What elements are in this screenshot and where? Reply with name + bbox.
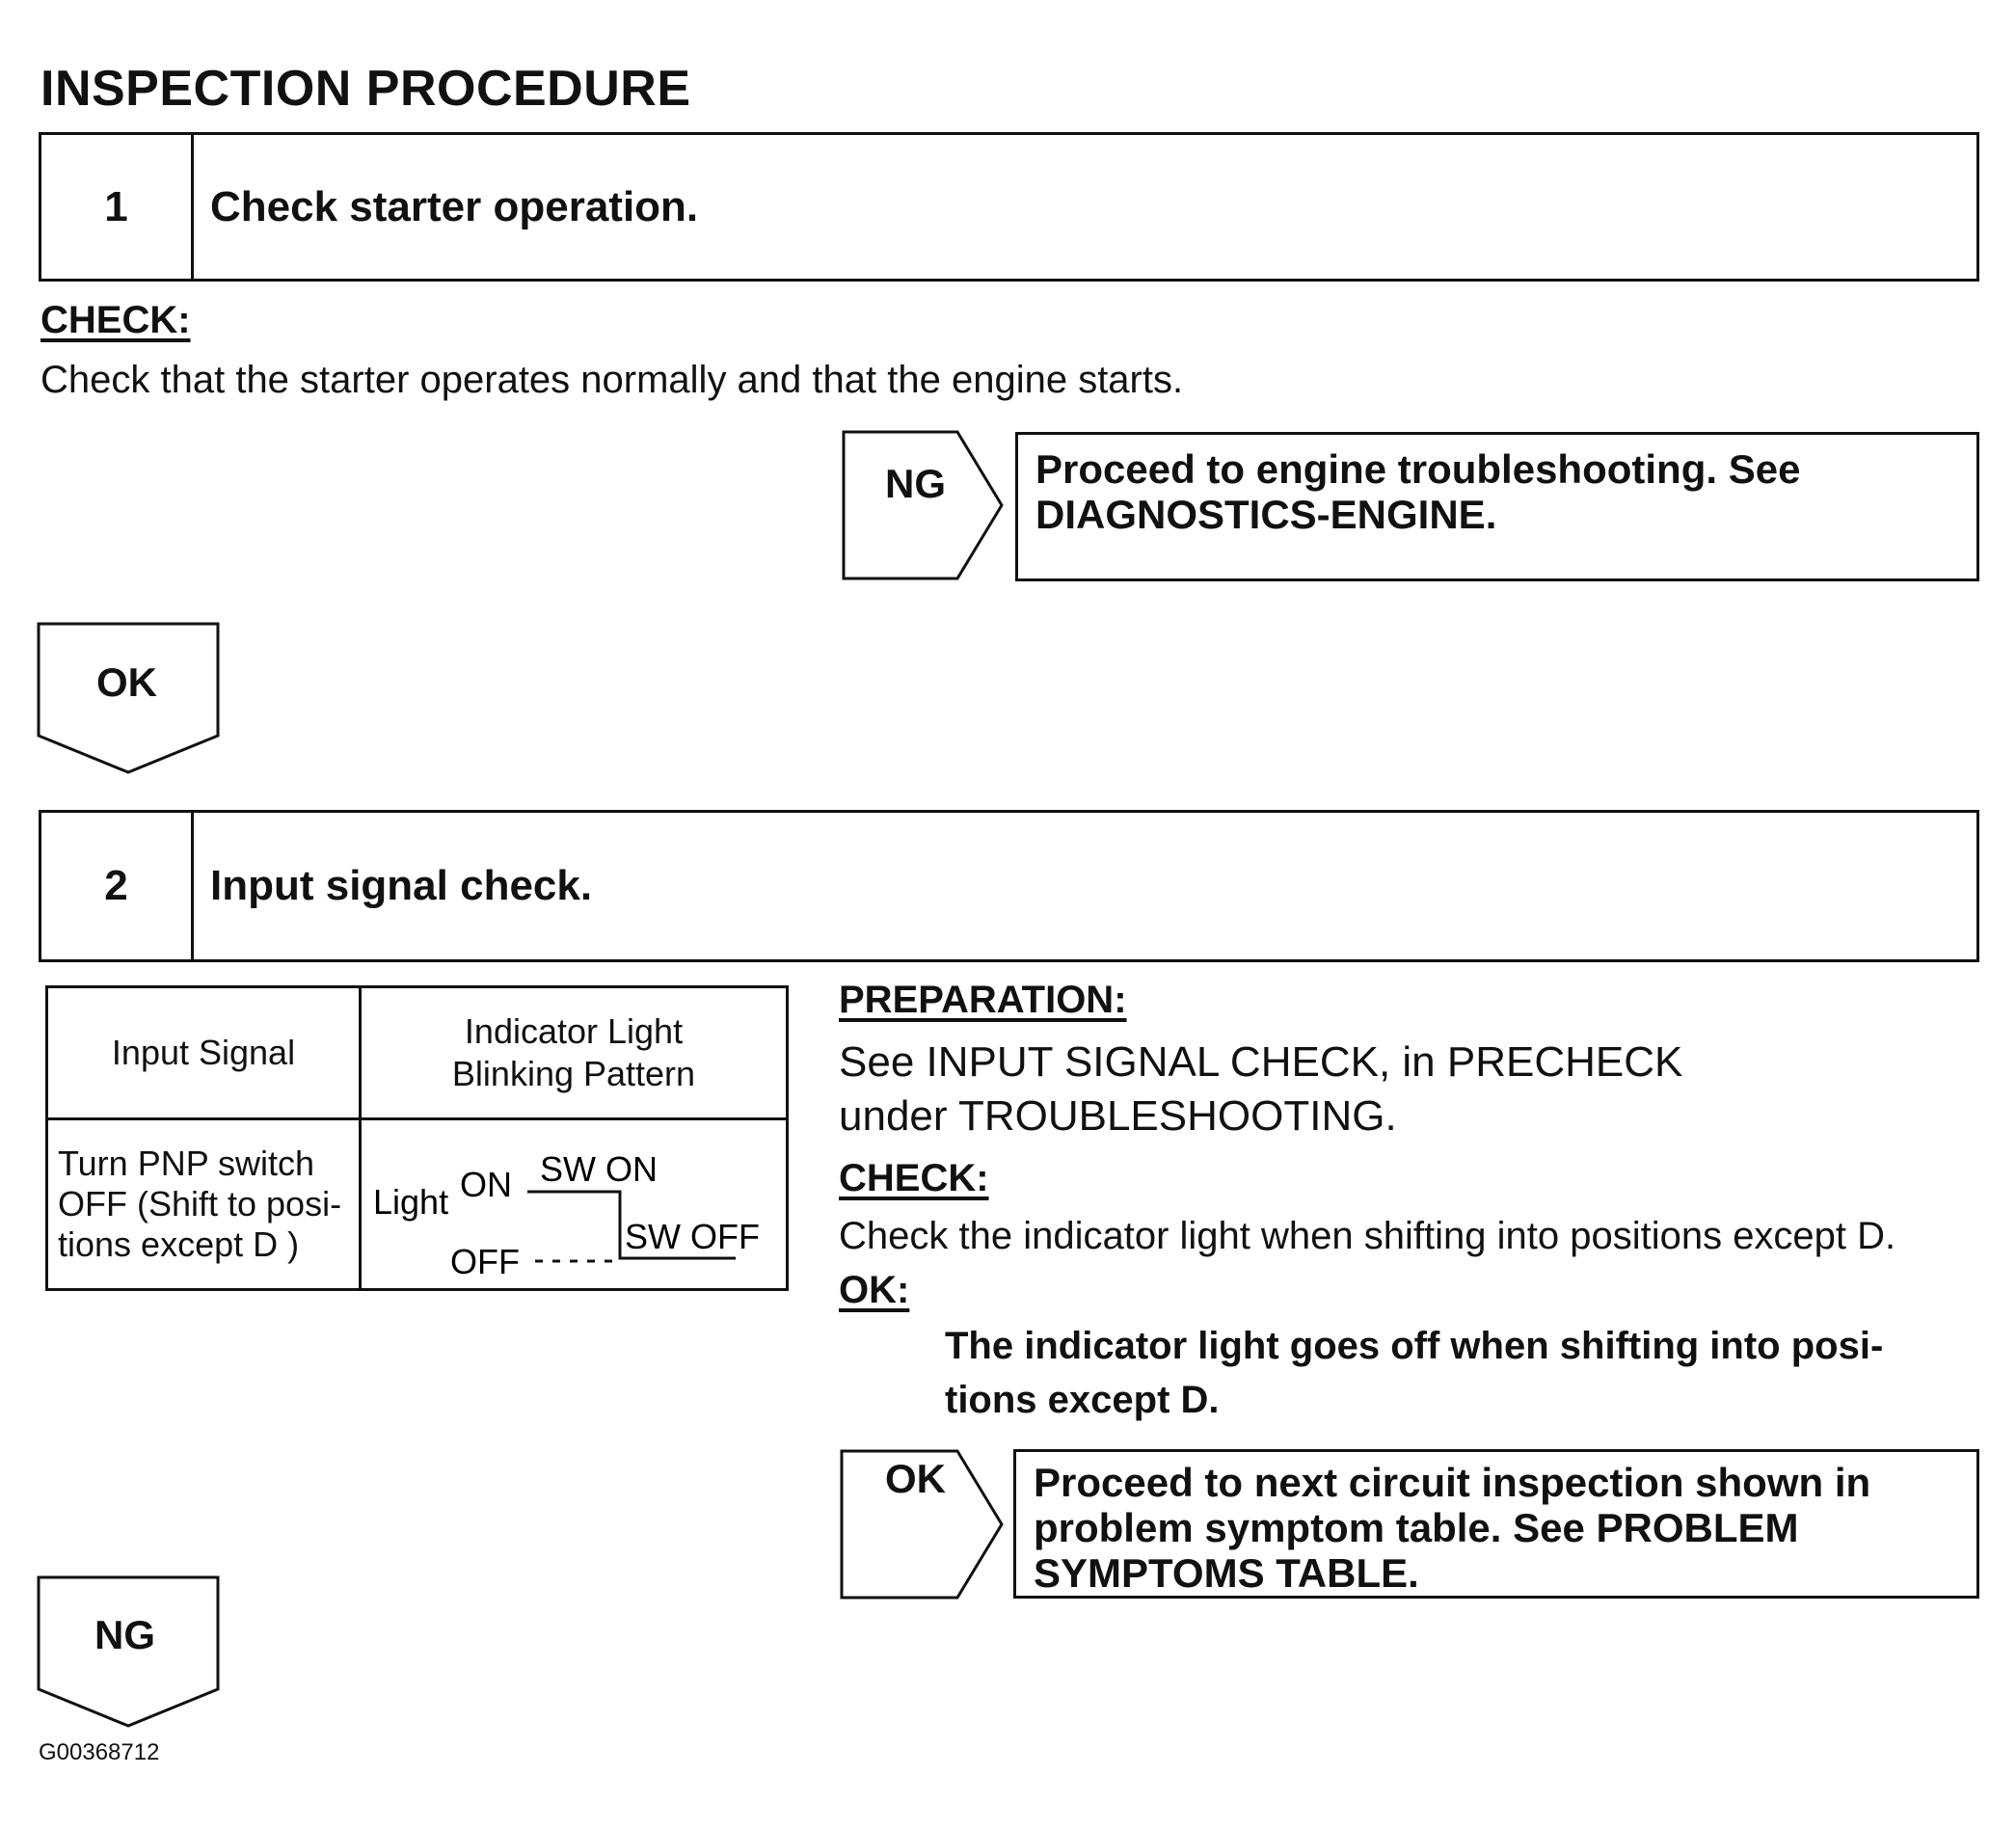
signal-line1: Turn PNP switch — [58, 1143, 315, 1183]
diagram-off-label: OFF — [450, 1242, 520, 1281]
table-header-blinking-pattern — [361, 987, 788, 1119]
figure-id: G00368712 — [39, 1739, 160, 1765]
table-row — [47, 1119, 788, 1290]
signal-line2: OFF (Shift to posi- — [58, 1184, 342, 1224]
step-1-check-text: Check that the starter operates normally and that the engine starts. — [40, 359, 1184, 401]
step-2-check-label: CHECK: — [839, 1157, 989, 1199]
step-1-ng-result — [1015, 432, 1979, 581]
ok-result-line3: SYMPTOMS TABLE. — [1034, 1550, 1419, 1596]
step-2-header — [39, 810, 1979, 962]
input-signal-table — [45, 985, 789, 1291]
step-1-ng-result-line2: DIAGNOSTICS-ENGINE. — [1035, 492, 1497, 537]
step-2-ok-label: OK: — [839, 1269, 910, 1311]
ok-text-line1: The indicator light goes off when shifting into posi- — [945, 1325, 1884, 1367]
signal-line3: tions except D ) — [58, 1224, 300, 1264]
step-1-number: 1 — [41, 135, 194, 279]
preparation-line2: under TROUBLESHOOTING. — [839, 1092, 1397, 1140]
step-1-ok-label: OK — [96, 659, 157, 705]
step-2-ok-text — [945, 1319, 1883, 1427]
step-2-number: 2 — [41, 813, 194, 959]
table-header-pattern-line1: Indicator Light — [464, 1011, 684, 1051]
step-1-title: Check starter operation. — [210, 182, 699, 230]
step-2-title: Input signal check. — [210, 862, 593, 909]
preparation-line1: See INPUT SIGNAL CHECK, in PRECHECK — [839, 1038, 1683, 1086]
step-2-ng-label: NG — [94, 1612, 155, 1657]
diagram-light-label: Light — [373, 1182, 449, 1222]
page-title: INSPECTION PROCEDURE — [40, 61, 691, 117]
diagram-on-label: ON — [460, 1165, 512, 1204]
step-1-header — [39, 132, 1979, 282]
step-1-ng-result-line1: Proceed to engine troubleshooting. See — [1035, 446, 1801, 492]
step-2-ok-result — [1013, 1449, 1979, 1599]
blinking-pattern-diagram — [362, 1121, 786, 1287]
table-header-input-signal: Input Signal — [47, 987, 361, 1119]
ok-text-line2: tions except D. — [945, 1379, 1220, 1421]
step-1-check-label: CHECK: — [40, 299, 191, 341]
diagram-sw-on-label: SW ON — [540, 1149, 658, 1189]
table-cell-blinking-pattern — [361, 1119, 788, 1290]
step-1-ng-label: NG — [885, 461, 946, 506]
diagram-sw-off-label: SW OFF — [625, 1217, 760, 1256]
step-2-preparation-label: PREPARATION: — [839, 979, 1127, 1021]
ok-result-line2: problem symptom table. See PROBLEM — [1034, 1505, 1799, 1550]
table-header-pattern-line2: Blinking Pattern — [451, 1054, 696, 1093]
step-2-check-text: Check the indicator light when shifting into positions except D. — [839, 1215, 1896, 1257]
step-2-ok-arrow-label: OK — [885, 1456, 946, 1501]
step-2-preparation-text — [839, 1036, 1682, 1143]
ok-result-line1: Proceed to next circuit inspection shown in — [1034, 1460, 1871, 1505]
table-cell-input-signal — [47, 1119, 361, 1290]
